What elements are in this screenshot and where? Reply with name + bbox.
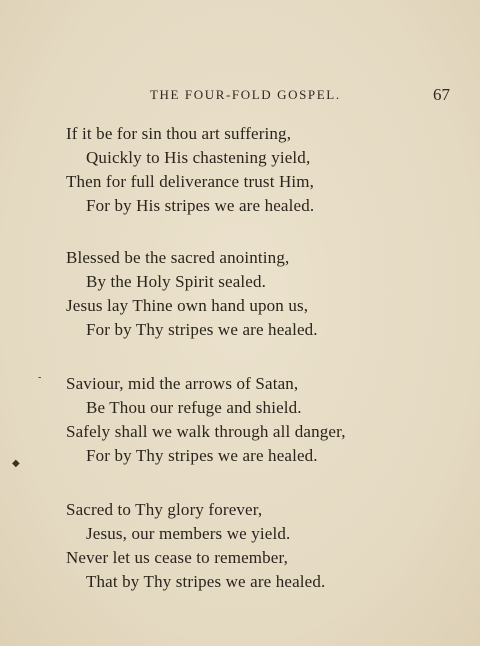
page-number: 67: [433, 85, 450, 104]
stanza-4-line-4: That by Thy stripes we are healed.: [86, 572, 326, 591]
stanza-2-line-2: By the Holy Spirit sealed.: [86, 272, 267, 291]
stanza-2-line-1: Blessed be the sacred anointing,: [66, 248, 290, 267]
stanza-2-line-4: For by Thy stripes we are healed.: [86, 320, 318, 339]
stanza-3-line-1: Saviour, mid the arrows of Satan,: [66, 374, 299, 393]
stanza-1-line-1: If it be for sin thou art suffering,: [66, 124, 292, 143]
margin-speck-mark: ◆: [12, 458, 20, 469]
stanza-4-line-3: Never let us cease to remember,: [66, 548, 289, 567]
stanza-3-line-2: Be Thou our refuge and shield.: [86, 398, 302, 417]
stanza-2-line-3: Jesus lay Thine own hand upon us,: [66, 296, 309, 315]
running-head-title: THE FOUR-FOLD GOSPEL.: [150, 87, 341, 102]
stanza-3-line-3: Safely shall we walk through all danger,: [66, 422, 346, 441]
stanza-1-line-2: Quickly to His chastening yield,: [86, 148, 311, 167]
stanza-1-line-3: Then for full deliverance trust Him,: [66, 172, 315, 191]
stanza-4-line-1: Sacred to Thy glory forever,: [66, 500, 263, 519]
stanza-1-line-4: For by His stripes we are healed.: [86, 196, 315, 215]
stanza-3-line-4: For by Thy stripes we are healed.: [86, 446, 318, 465]
stanza-4-line-2: Jesus, our members we yield.: [86, 524, 291, 543]
margin-speck-mark: -: [38, 372, 42, 383]
